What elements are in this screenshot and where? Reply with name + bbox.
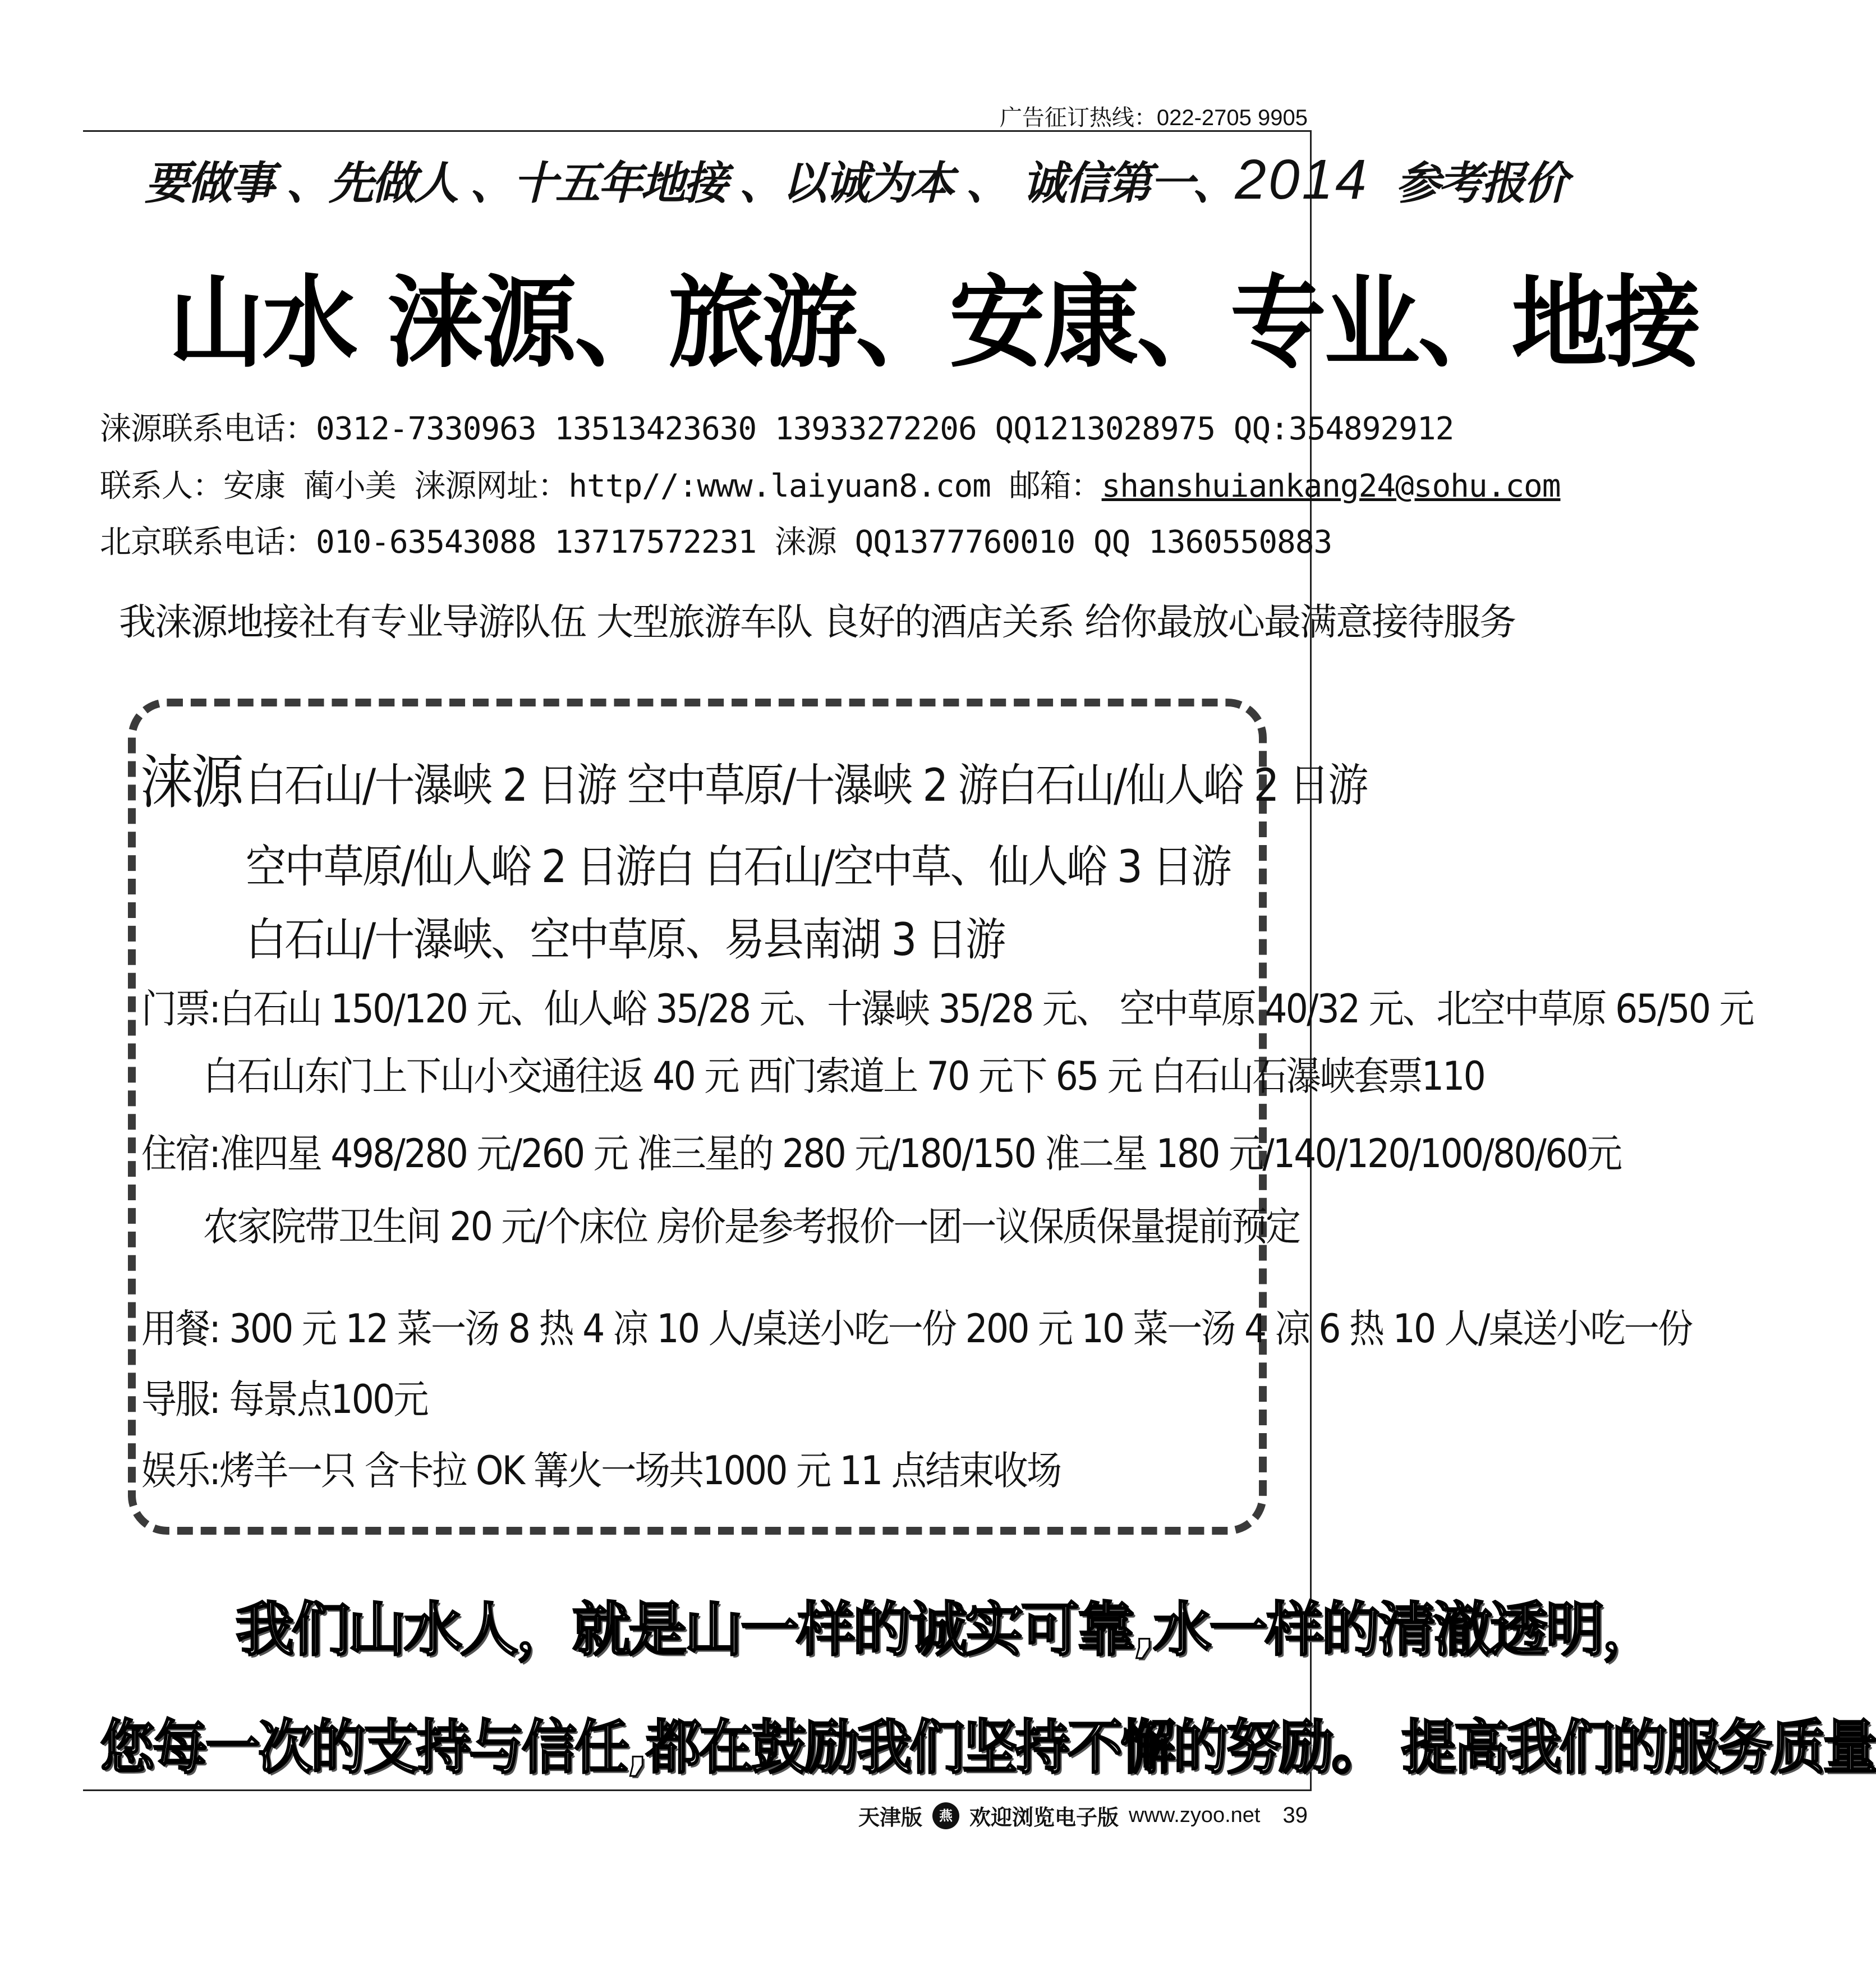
magazine-logo-icon: 燕 — [932, 1802, 959, 1829]
slogan-line — [145, 147, 1566, 220]
closing-line-2: 您每一次的支持与信任,都在鼓励我们坚持不懈的努励。 提高我们的服务质量 — [100, 1713, 1876, 1782]
route-line: 空中草原/仙人峪 2 日游白 白石山/空中草、仙人峪 3 日游 — [246, 841, 1230, 893]
place-label: 涞源 — [140, 748, 242, 816]
contact-line-beijing: 北京联系电话：010-63543088 13717572231 涞源 QQ1377760010 QQ 1360550883 — [100, 524, 1332, 561]
lodging-line: 农家院带卫生间 20 元/个床位 房价是参考报价一团一议保质保量提前预定 — [203, 1204, 1300, 1250]
route-line: 白石山/十瀑峡 2 日游 空中草原/十瀑峡 2 游白石山/仙人峪 2 日游 — [246, 759, 1367, 811]
page-number: 39 — [1282, 1803, 1308, 1828]
ticket-line: 白石山东门上下山小交通往返 40 元 西门索道上 70 元下 65 元 白石山石瀑峡套票110 — [203, 1053, 1485, 1099]
slogan-tail: 参考报价 — [1395, 157, 1566, 209]
contact-person-text: 联系人：安康 蔺小美 涞源网址：http//:www.laiyuan8.com 邮箱： — [100, 468, 1102, 504]
services-statement: 我涞源地接社有专业导游队伍 大型旅游车队 良好的酒店关系 给你最放心最满意接待服务 — [119, 600, 1515, 644]
website-link[interactable]: www.zyoo.net — [1129, 1803, 1261, 1827]
page-footer — [858, 1800, 1308, 1831]
email-link[interactable]: shanshuiankang24@sohu.com — [1101, 468, 1561, 504]
guide-line: 导服: 每景点100元 — [141, 1376, 427, 1422]
ticket-line: 门票:白石山 150/120 元、仙人峪 35/28 元、十瀑峡 35/28 元、 空中草原 40/32 元、北空中草原 65/50 元 — [141, 986, 1753, 1032]
closing-line-1: 我们山水人，就是山一样的诚实可靠,水一样的清澈透明， — [236, 1595, 1658, 1664]
dining-line: 用餐: 300 元 12 菜一汤 8 热 4 凉 10 人/桌送小吃一份 200 元 10 菜一汤 4 凉 6 热 10 人/桌送小吃一份 — [141, 1306, 1692, 1352]
route-line: 白石山/十瀑峡、空中草原、易县南湖 3 日游 — [246, 914, 1005, 966]
contact-line-laiyuan: 涞源联系电话：0312-7330963 13513423630 13933272206 QQ1213028975 QQ:354892912 — [100, 411, 1454, 447]
headline: 山水 涞源、旅游、安康、专业、地接 — [168, 265, 1699, 381]
ad-hotline: 广告征订热线：022-2705 9905 — [999, 105, 1308, 130]
slogan-year: 2014 — [1235, 148, 1369, 211]
contact-line-person — [100, 461, 1561, 506]
edition-label: 天津版 — [858, 1805, 923, 1830]
slogan-text: 要做事 、先做人 、十五年地接 、以诚为本 、 诚信第一、 — [145, 157, 1235, 209]
lodging-line: 住宿:准四星 498/280 元/260 元 准三星的 280 元/180/150 准二星 180 元/140/120/100/80/60元 — [141, 1131, 1621, 1177]
fun-line: 娱乐:烤羊一只 含卡拉 OK 篝火一场共1000 元 11 点结束收场 — [141, 1448, 1061, 1494]
welcome-text: 欢迎浏览电子版 — [969, 1805, 1119, 1830]
